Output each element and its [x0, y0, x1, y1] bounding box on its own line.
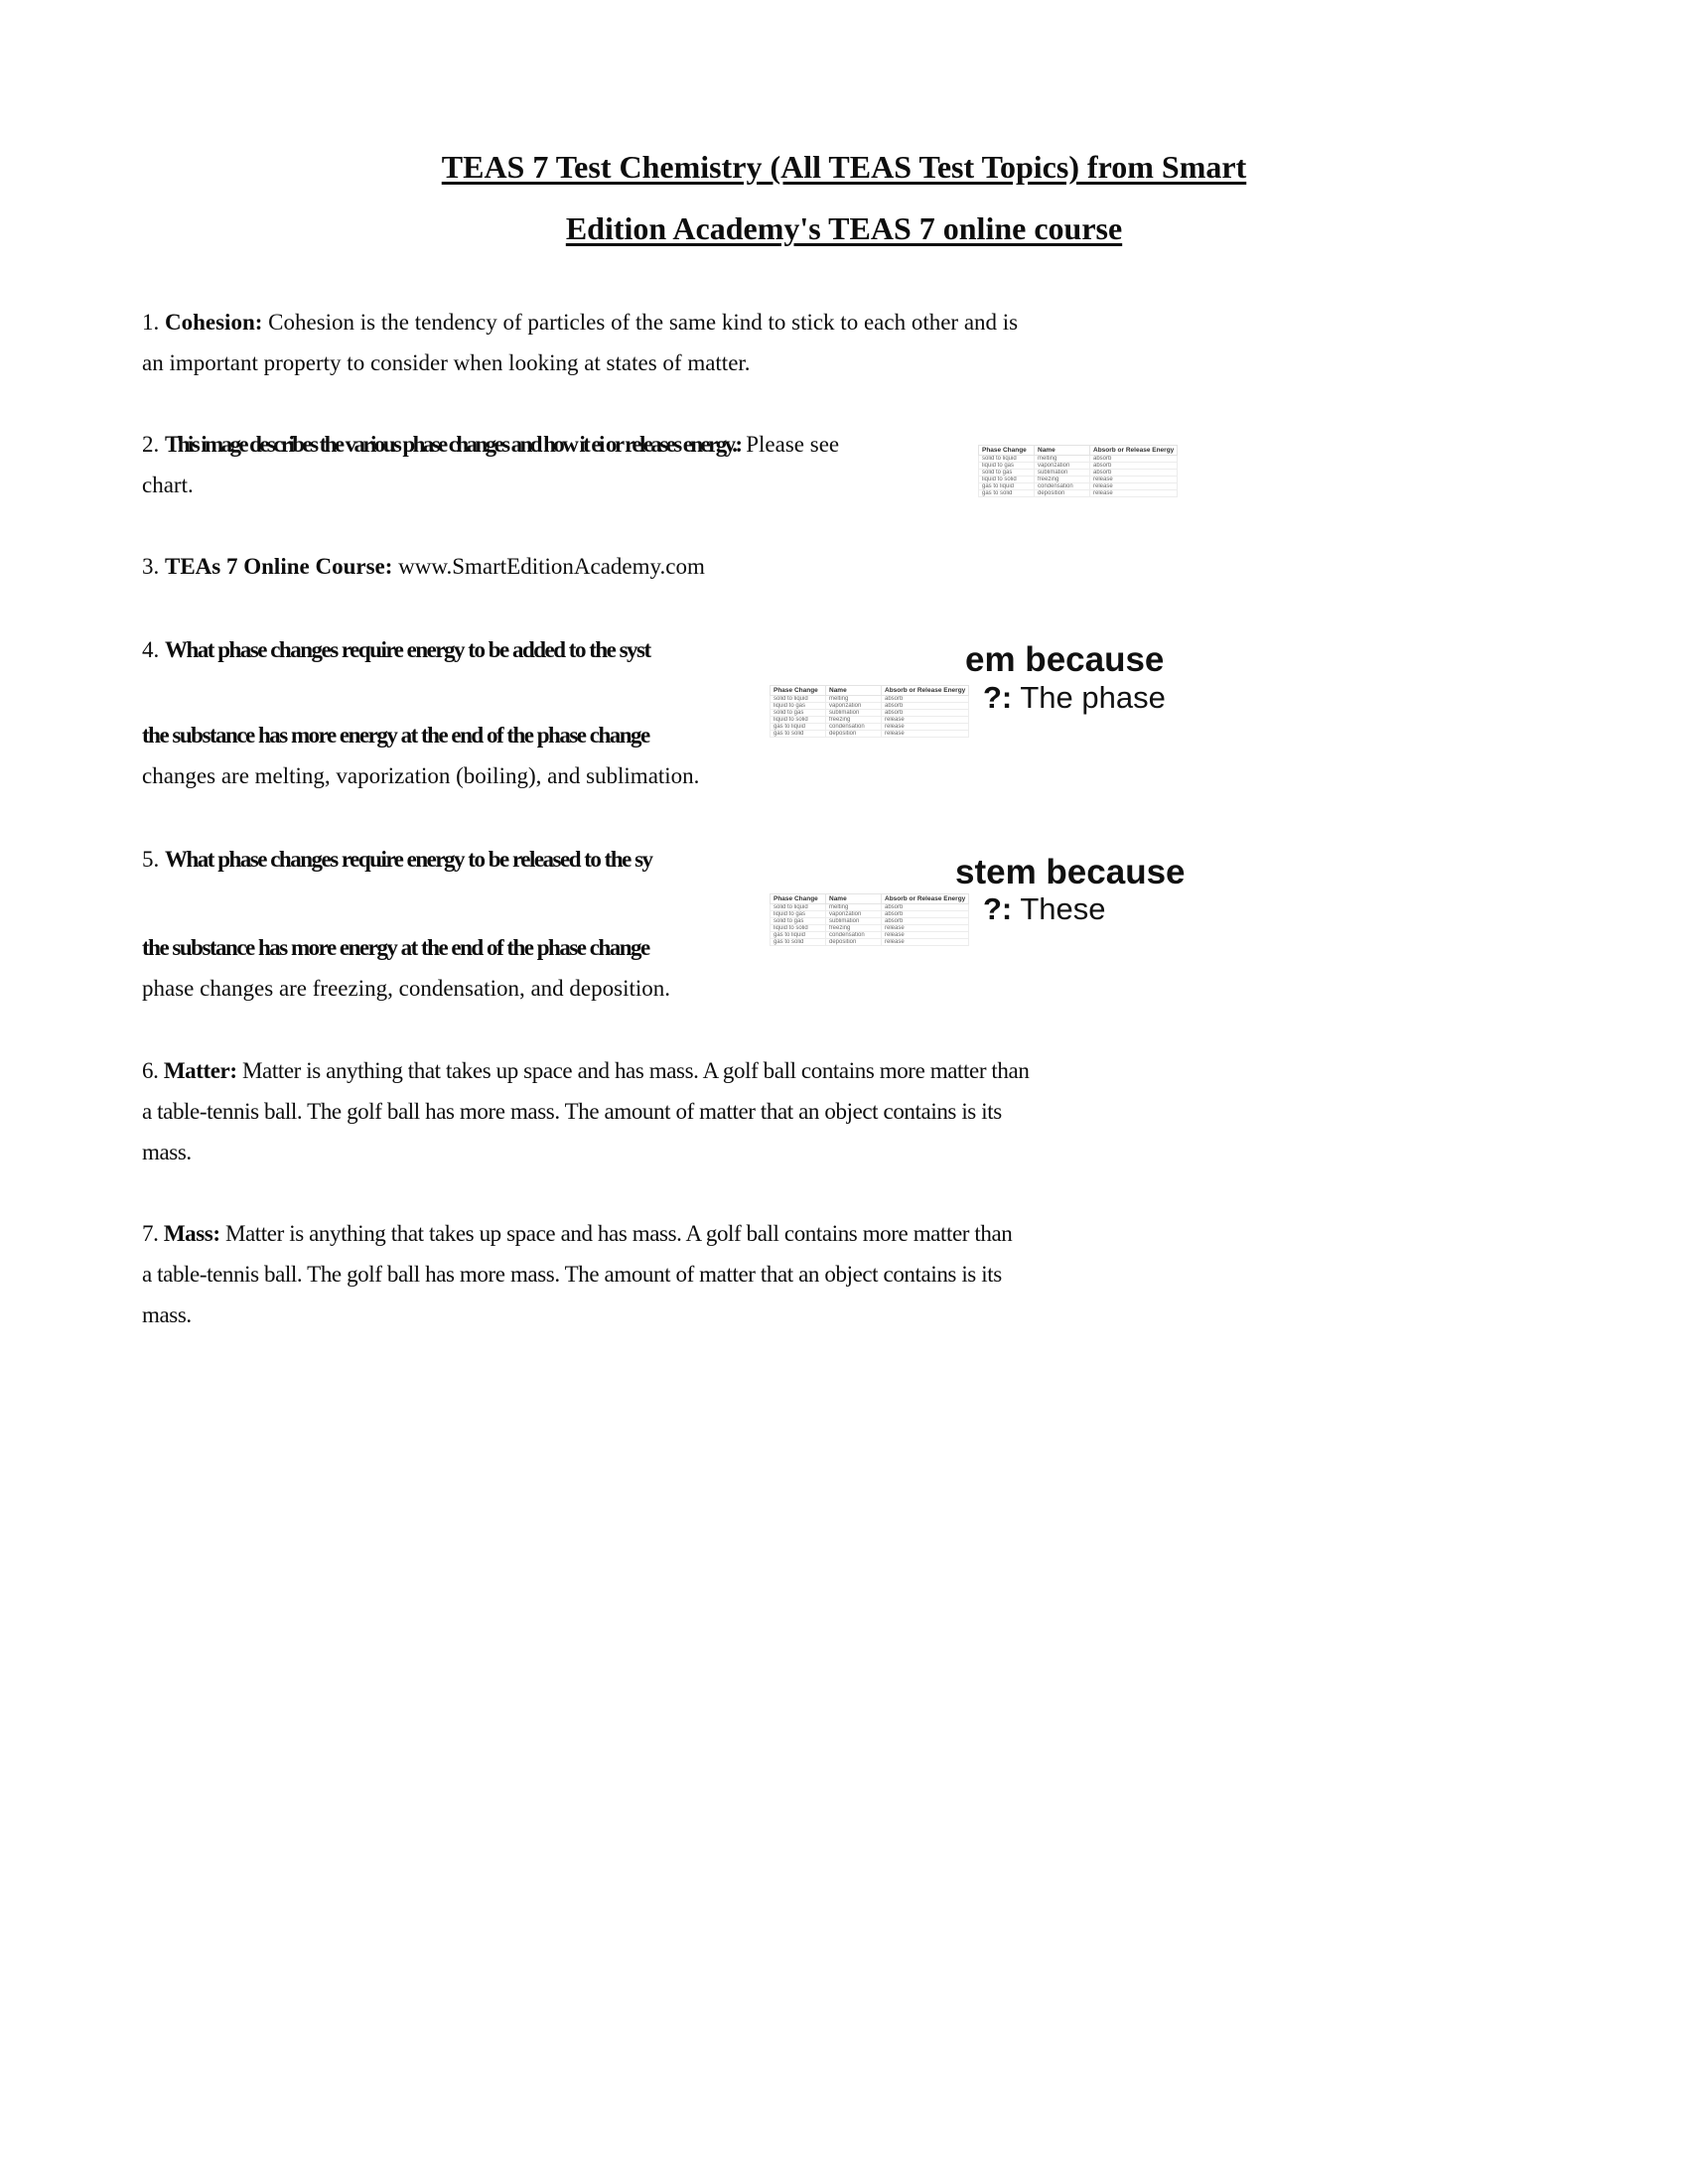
phase-table-cell: absorb — [1090, 470, 1178, 477]
phase-table-cell: gas to liquid — [771, 724, 826, 731]
phase-table-cell: condensation — [1035, 483, 1090, 490]
phase-table-cell: sublimation — [826, 918, 882, 925]
phase-table-cell: release — [882, 932, 969, 939]
answer-line-bold: the substance has more energy at the end of the phase change — [142, 935, 649, 960]
phase-table-cell: liquid to solid — [771, 717, 826, 724]
answer-start: These — [1020, 891, 1106, 926]
page-title-line1: TEAS 7 Test Chemistry (All TEAS Test Topics) from Smart — [441, 149, 1247, 185]
phase-table-row — [979, 463, 1178, 470]
phase-table-cell: liquid to gas — [771, 703, 826, 710]
phase-table-header: Name — [826, 686, 882, 696]
phase-table-cell: absorb — [882, 918, 969, 925]
item-7 — [142, 1213, 1012, 1335]
phase-table-header: Phase Change — [979, 446, 1035, 456]
phase-table-cell: freezing — [826, 925, 882, 932]
phase-table-cell: release — [882, 731, 969, 738]
item-term: Cohesion: — [165, 310, 263, 335]
phase-table-cell: release — [1090, 483, 1178, 490]
phase-table-row — [771, 724, 969, 731]
phase-table-cell: liquid to solid — [771, 925, 826, 932]
phase-table-cell: absorb — [882, 911, 969, 918]
phase-table-cell: condensation — [826, 932, 882, 939]
answer-separator: ?: — [983, 891, 1013, 926]
item-3-line-1 — [142, 546, 705, 587]
item-number: 5. — [142, 847, 160, 872]
phase-table-cell: absorb — [882, 904, 969, 911]
item-text: Matter is anything that takes up space and has mass. A golf ball contains more matter than — [224, 1221, 1013, 1246]
answer-separator: ?: — [983, 680, 1013, 715]
phase-change-table-thumbnail-2 — [770, 685, 969, 738]
page-title — [0, 136, 1688, 259]
item-7-line-1 — [142, 1213, 1012, 1254]
phase-table-cell: freezing — [1035, 477, 1090, 483]
phase-table-cell: solid to gas — [771, 710, 826, 717]
question-text: What phase changes require energy to be added to the syst — [165, 637, 650, 662]
item-7-line-2: a table-tennis ball. The golf ball has more mass. The amount of matter that an object contains is its — [142, 1262, 1002, 1287]
item-4-answer — [142, 715, 699, 796]
phase-table-cell: liquid to solid — [979, 477, 1035, 483]
phase-table-cell: solid to liquid — [771, 696, 826, 703]
overlay-answer-fragment-5-line2 — [983, 892, 1106, 926]
item-term: TEAs 7 Online Course: — [165, 554, 393, 579]
phase-table-cell: solid to liquid — [771, 904, 826, 911]
item-1-line-2: an important property to consider when looking at states of matter. — [142, 350, 751, 375]
page-title-line2: Edition Academy's TEAS 7 online course — [565, 210, 1123, 246]
phase-table-cell: condensation — [826, 724, 882, 731]
item-7-line-3: mass. — [142, 1302, 192, 1327]
phase-table-row — [979, 456, 1178, 463]
item-number: 7. — [142, 1221, 159, 1246]
question-text: What phase changes require energy to be released to the sy — [165, 847, 652, 872]
item-5-answer — [142, 927, 670, 1009]
item-5-question — [142, 839, 652, 880]
item-number: 1. — [142, 310, 160, 335]
phase-table-cell: deposition — [826, 939, 882, 946]
item-term: Mass: — [163, 1221, 220, 1246]
course-url: www.SmartEditionAcademy.com — [398, 554, 705, 579]
phase-table-cell: deposition — [826, 731, 882, 738]
phase-table-cell: absorb — [882, 703, 969, 710]
phase-table-cell: gas to liquid — [979, 483, 1035, 490]
phase-table-header: Name — [826, 894, 882, 904]
phase-table-cell: solid to liquid — [979, 456, 1035, 463]
overlay-answer-fragment-4-line2 — [983, 681, 1166, 715]
phase-change-table-thumbnail-1 — [978, 445, 1178, 497]
item-text: Please see — [746, 432, 840, 457]
phase-table-row — [771, 696, 969, 703]
phase-table-cell: vaporization — [826, 703, 882, 710]
phase-table-row — [771, 932, 969, 939]
item-3 — [142, 546, 705, 587]
phase-table-cell: deposition — [1035, 490, 1090, 497]
phase-table-cell: gas to solid — [979, 490, 1035, 497]
phase-table-cell: gas to solid — [771, 939, 826, 946]
item-2-line-1 — [142, 424, 839, 465]
phase-table-row — [771, 925, 969, 932]
phase-table-row — [771, 731, 969, 738]
item-4-question — [142, 629, 650, 670]
item-1 — [142, 302, 1018, 383]
phase-table-cell: liquid to gas — [771, 911, 826, 918]
phase-table-cell: release — [882, 717, 969, 724]
phase-table-cell: melting — [826, 696, 882, 703]
overlay-answer-fragment-4-line1: em because — [965, 640, 1165, 679]
answer-line: phase changes are freezing, condensation, and deposition. — [142, 976, 670, 1001]
item-number: 2. — [142, 432, 160, 457]
item-1-line-1 — [142, 302, 1018, 342]
answer-line: changes are melting, vaporization (boiling), and sublimation. — [142, 763, 700, 788]
phase-table-row — [771, 710, 969, 717]
phase-table-cell: melting — [1035, 456, 1090, 463]
item-number: 3. — [142, 554, 160, 579]
phase-table-cell: melting — [826, 904, 882, 911]
phase-table-cell: absorb — [1090, 456, 1178, 463]
item-text: Cohesion is the tendency of particles of the same kind to stick to each other and is — [268, 310, 1019, 335]
phase-table-cell: vaporization — [826, 911, 882, 918]
phase-table-cell: absorb — [882, 710, 969, 717]
phase-table-cell: sublimation — [1035, 470, 1090, 477]
item-term: This image describes the various phase changes and how it ei or releases energy.: — [165, 432, 741, 457]
phase-table-row — [979, 490, 1178, 497]
phase-table-row — [771, 703, 969, 710]
answer-line-bold: the substance has more energy at the end of the phase change — [142, 723, 649, 748]
item-term: Matter: — [163, 1058, 237, 1083]
phase-table-cell: gas to solid — [771, 731, 826, 738]
item-6 — [142, 1050, 1029, 1172]
phase-table-cell: release — [1090, 477, 1178, 483]
phase-table-header: Name — [1035, 446, 1090, 456]
phase-table-cell: release — [882, 724, 969, 731]
phase-table-row — [979, 483, 1178, 490]
phase-table-header: Phase Change — [771, 894, 826, 904]
overlay-answer-fragment-5-line1: stem because — [955, 853, 1186, 891]
phase-table-row — [771, 939, 969, 946]
item-6-line-1 — [142, 1050, 1029, 1091]
phase-change-table-thumbnail-3 — [770, 893, 969, 946]
phase-table-header: Absorb or Release Energy — [882, 894, 969, 904]
item-number: 6. — [142, 1058, 159, 1083]
phase-table-header: Absorb or Release Energy — [1090, 446, 1178, 456]
item-2-line-2: chart. — [142, 473, 194, 497]
phase-table-cell: sublimation — [826, 710, 882, 717]
phase-table-cell: solid to gas — [979, 470, 1035, 477]
phase-table-cell: absorb — [1090, 463, 1178, 470]
phase-table-cell: liquid to gas — [979, 463, 1035, 470]
phase-table-cell: release — [882, 939, 969, 946]
phase-table-row — [771, 911, 969, 918]
phase-table-row — [771, 717, 969, 724]
phase-table-cell: absorb — [882, 696, 969, 703]
phase-table-row — [979, 470, 1178, 477]
phase-table-cell: vaporization — [1035, 463, 1090, 470]
phase-table-cell: freezing — [826, 717, 882, 724]
phase-table-row — [771, 904, 969, 911]
item-2 — [142, 424, 839, 505]
phase-table-row — [771, 918, 969, 925]
phase-table-row — [979, 477, 1178, 483]
phase-table-cell: solid to gas — [771, 918, 826, 925]
item-number: 4. — [142, 637, 160, 662]
phase-table-header: Phase Change — [771, 686, 826, 696]
answer-start: The phase — [1020, 680, 1166, 715]
phase-table-cell: release — [882, 925, 969, 932]
phase-table-cell: release — [1090, 490, 1178, 497]
item-6-line-3: mass. — [142, 1140, 192, 1164]
item-6-line-2: a table-tennis ball. The golf ball has more mass. The amount of matter that an object contains is its — [142, 1099, 1002, 1124]
item-text: Matter is anything that takes up space and has mass. A golf ball contains more matter than — [241, 1058, 1030, 1083]
phase-table-header: Absorb or Release Energy — [882, 686, 969, 696]
phase-table-cell: gas to liquid — [771, 932, 826, 939]
